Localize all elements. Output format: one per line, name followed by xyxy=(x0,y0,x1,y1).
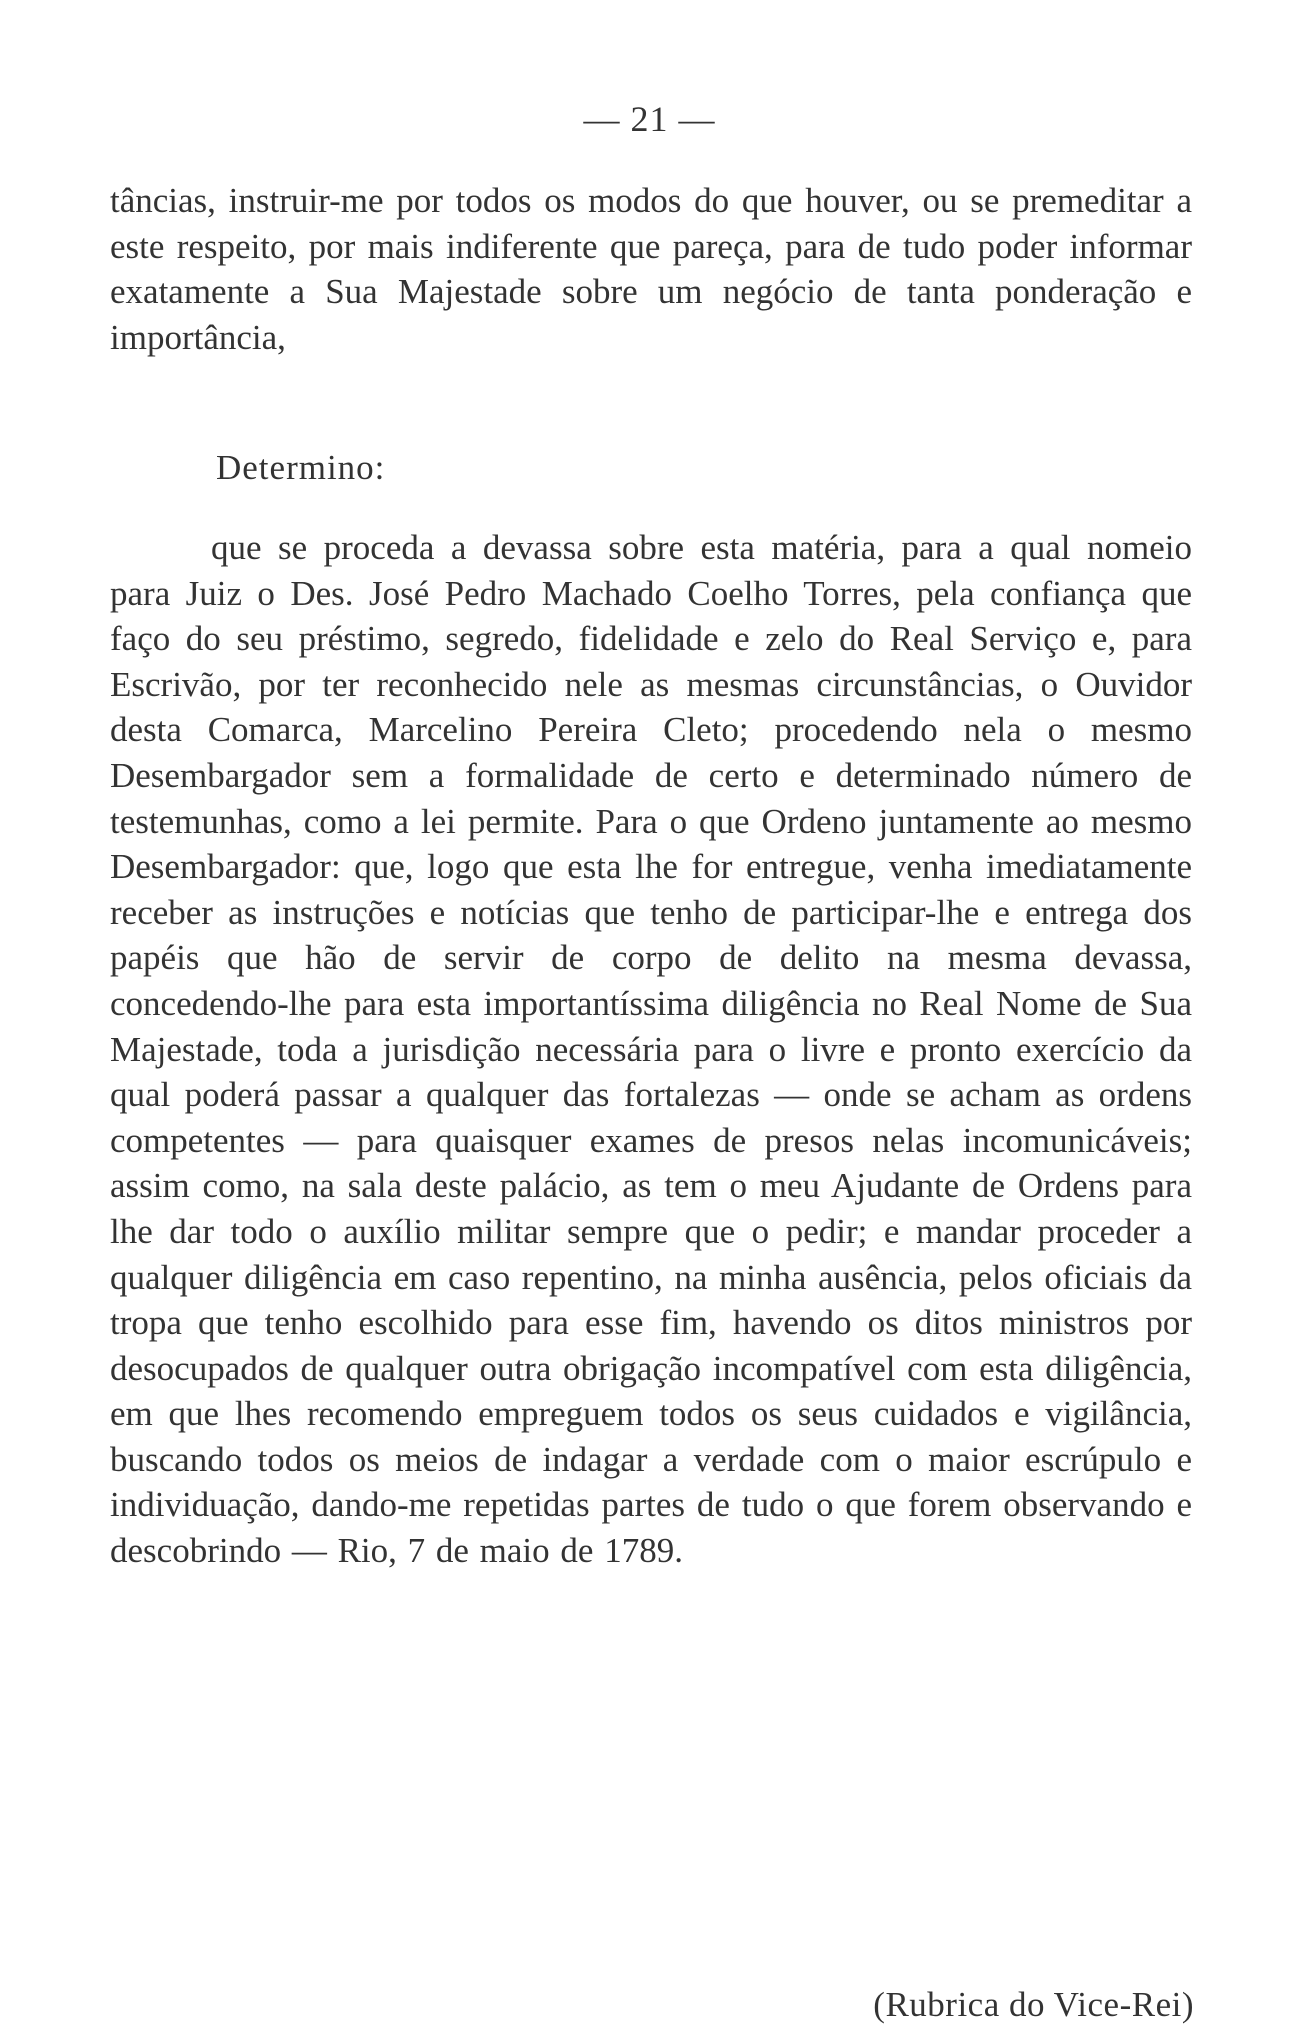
main-paragraph xyxy=(110,525,1192,1574)
main-text: que se proceda a devassa sobre esta matéria, para a qual nomeio para Juiz o Des. José Pedro Machado Coelho Torres, pela confiança que faço do seu préstimo, segredo, fidelidade e zelo do Real Serviço e, para Escrivão, por ter reconhecido nele as mesmas circunstâncias, o Ouvidor desta Comarca, Marcelino Pereira Cleto; procedendo nela o mesmo Desembargador sem a formalidade de certo e determinado número de testemunhas, como a lei permite. Para o que Ordeno juntamente ao mesmo Desembargador: que, logo que esta lhe for entregue, venha imediatamente receber as instruções e notícias que tenho de participar-lhe e entrega dos papéis que hão de servir de corpo de delito na mesma devassa, concedendo-lhe para esta importantíssima diligência no Real Nome de Sua Majestade, toda a jurisdição necessária para o livre e pronto exercício da qual poderá passar a qualquer das fortalezas — onde se acham as ordens competentes — para quaisquer exames de presos nelas incomunicáveis; assim como, na sala deste palácio, as tem o meu Ajudante de Ordens para lhe dar todo o auxílio militar sempre que o pedir; e mandar proceder a qualquer diligência em caso repentino, na minha ausência, pelos oficiais da tropa que tenho escolhido para esse fim, havendo os ditos ministros por desocupados de qualquer outra obrigação incompatível com esta diligência, em que lhes recomendo empreguem todos os seus cuidados e vigilância, buscando todos os meios de indagar a verdade com o maior escrúpulo e individuação, dando-me repetidas partes de tudo o que forem observando e descobrindo — Rio, 7 de maio de 1789. xyxy=(110,528,1192,1571)
opening-paragraph xyxy=(110,178,1192,360)
page-number: — 21 — xyxy=(583,99,716,139)
opening-text: tâncias, instruir-me por todos os modos do que houver, ou se premeditar a este respeito, por mais indiferente que pareça, para de tudo poder informar exatamente a Sua Majestade sobre um negócio de tanta ponderação e importância, xyxy=(110,181,1192,357)
signature-note: (Rubrica do Vice-Rei) xyxy=(873,1985,1194,2024)
determino-heading: Determino: xyxy=(216,448,386,487)
